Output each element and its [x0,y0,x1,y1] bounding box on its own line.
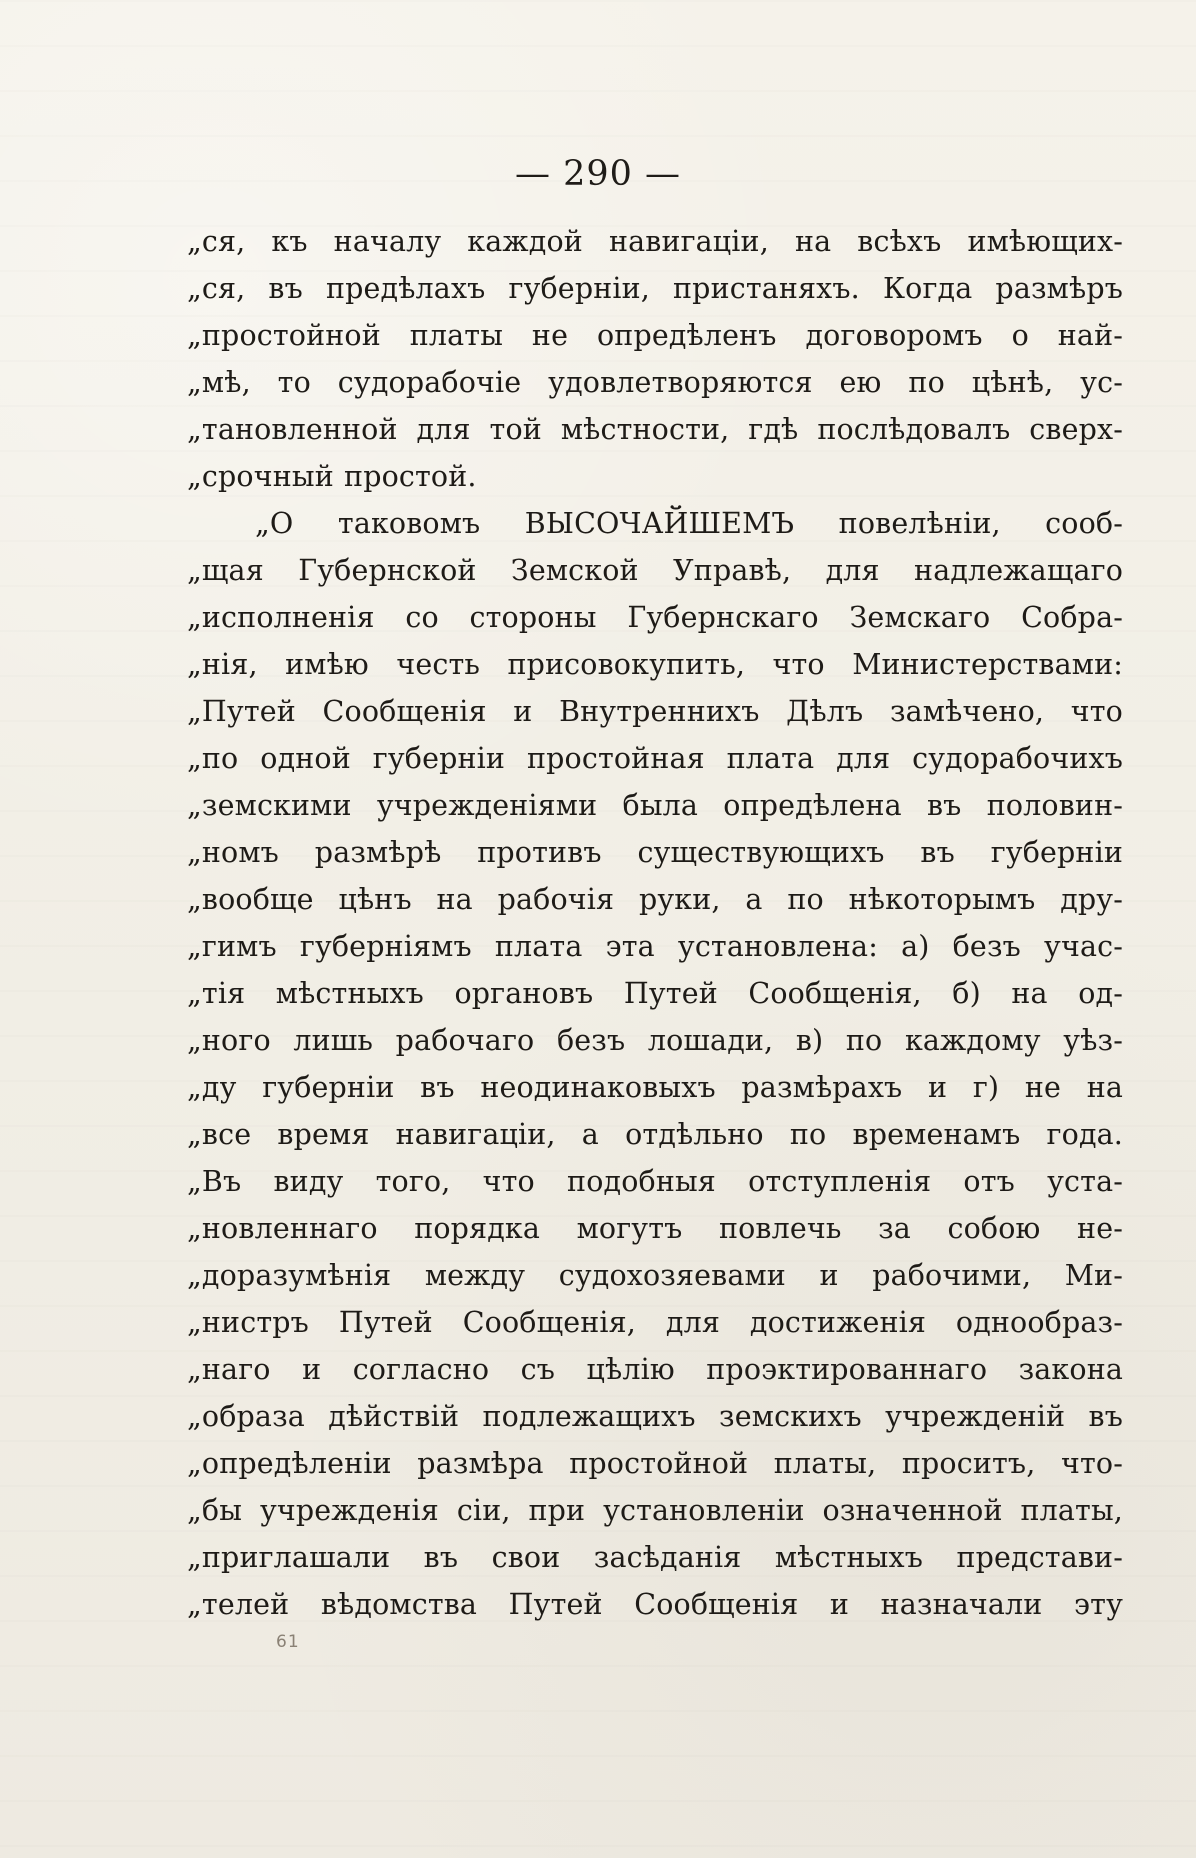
text-line: „простойной платы не опредѣленъ договоромъ о най- [187,319,1123,352]
text-line: „щая Губернской Земской Управѣ, для надлежащаго [187,554,1123,587]
text-line: „О таковомъ ВЫСОЧАЙШЕМЪ повелѣніи, сооб- [255,507,1123,540]
text-line: „доразумѣнія между судохозяевами и рабочими, Ми- [187,1259,1123,1292]
text-line: „ся, въ предѣлахъ губерніи, пристаняхъ. Когда размѣръ [187,272,1123,305]
text-line: „гимъ губерніямъ плата эта установлена: а) безъ учас- [187,930,1123,963]
text-line: „новленнаго порядка могутъ повлечь за собою не- [187,1212,1123,1245]
text-line: „номъ размѣрѣ противъ существующихъ въ губерніи [187,836,1123,869]
text-line: „нія, имѣю честь присовокупить, что Министерствами: [187,648,1123,681]
text-line: „земскими учрежденіями была опредѣлена въ половин- [187,789,1123,822]
text-line: „мѣ, то судорабочіе удовлетворяются ею по цѣнѣ, ус- [187,366,1123,399]
text-line: „вообще цѣнъ на рабочія руки, а по нѣкоторымъ дру- [187,883,1123,916]
text-line: „ного лишь рабочаго безъ лошади, в) по каждому уѣз- [187,1024,1123,1057]
text-line: „тія мѣстныхъ органовъ Путей Сообщенія, б) на од- [187,977,1123,1010]
text-line: „все время навигаціи, а отдѣльно по временамъ года. [187,1118,1123,1151]
text-line: „нистръ Путей Сообщенія, для достиженія однообраз- [187,1306,1123,1339]
text-line: „опредѣленіи размѣра простойной платы, проситъ, что- [187,1447,1123,1480]
text-line: „ся, къ началу каждой навигаціи, на всѣхъ имѣющих- [187,225,1123,258]
page-number: — 290 — [514,154,682,194]
text-line: „срочный простой. [187,460,477,493]
text-line: „телей вѣдомства Путей Сообщенія и назначали эту [187,1588,1123,1621]
text-line: „Въ виду того, что подобныя отступленія отъ уста- [187,1165,1123,1198]
text-line: „бы учрежденія сіи, при установленіи означенной платы, [187,1494,1123,1527]
marginalia-number: 61 [276,1632,300,1652]
text-line: „приглашали въ свои засѣданія мѣстныхъ представи- [187,1541,1123,1574]
text-line: „Путей Сообщенія и Внутреннихъ Дѣлъ замѣчено, что [187,695,1123,728]
text-line: „наго и согласно съ цѣлію проэктированнаго закона [187,1353,1123,1386]
body-text [187,218,1123,1628]
text-line: „по одной губерніи простойная плата для судорабочихъ [187,742,1123,775]
text-line: „ду губерніи въ неодинаковыхъ размѣрахъ и г) не на [187,1071,1123,1104]
text-line: „тановленной для той мѣстности, гдѣ послѣдовалъ сверх- [187,413,1123,446]
text-line: „образа дѣйствій подлежащихъ земскихъ учрежденій въ [187,1400,1123,1433]
text-line: „исполненія со стороны Губернскаго Земскаго Собра- [187,601,1123,634]
